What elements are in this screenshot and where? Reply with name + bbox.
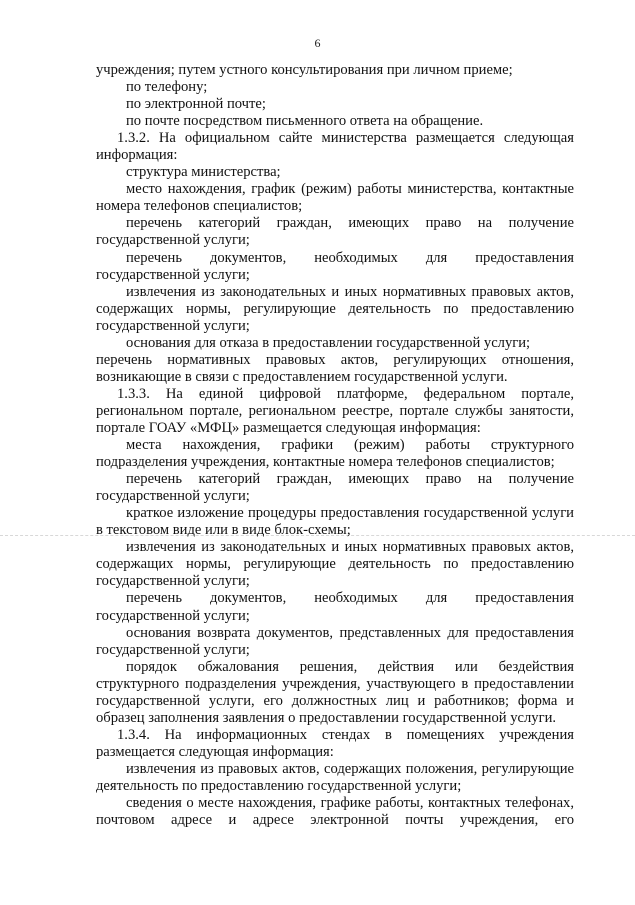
paragraph: перечень категорий граждан, имеющих право на получение государственной услуги; bbox=[96, 215, 574, 249]
paragraph: извлечения из законодательных и иных нормативных правовых актов, содержащих нормы, регулирующие деятельность по предоставлению государственной услуги; bbox=[96, 539, 574, 590]
paragraph: 1.3.4. На информационных стендах в помещениях учреждения размещается следующая информация: bbox=[96, 726, 574, 760]
paragraph: место нахождения, график (режим) работы министерства, контактные номера телефонов специалистов; bbox=[96, 181, 574, 215]
paragraph: перечень категорий граждан, имеющих право на получение государственной услуги; bbox=[96, 471, 574, 505]
paragraph: основания возврата документов, представленных для предоставления государственной услуги; bbox=[96, 624, 574, 658]
paragraph: перечень документов, необходимых для предоставления государственной услуги; bbox=[96, 590, 574, 624]
page-number: 6 bbox=[314, 36, 321, 50]
paragraph: краткое изложение процедуры предоставления государственной услуги в текстовом виде или в виде блок-схемы; bbox=[96, 505, 574, 539]
paragraph: 1.3.2. На официальном сайте министерства размещается следующая информация: bbox=[96, 130, 574, 164]
paragraph: основания для отказа в предоставлении государственной услуги; bbox=[126, 334, 531, 351]
paragraph: по электронной почте; bbox=[126, 96, 266, 113]
paragraph: по телефону; bbox=[126, 79, 208, 96]
paragraph: по почте посредством письменного ответа на обращение. bbox=[126, 113, 484, 130]
paragraph: перечень нормативных правовых актов, регулирующих отношения, возникающие в связи с предоставлением государственной услуги. bbox=[96, 351, 574, 385]
paragraph: структура министерства; bbox=[126, 164, 281, 181]
paragraph: места нахождения, графики (режим) работы структурного подразделения учреждения, контактные номера телефонов специалистов; bbox=[96, 437, 574, 471]
paragraph: извлечения из законодательных и иных нормативных правовых актов, содержащих нормы, регулирующие деятельность по предоставлению государственной услуги; bbox=[96, 283, 574, 334]
paragraph: 1.3.3. На единой цифровой платформе, федеральном портале, региональном портале, региональном реестре, портале службы занятости, портале ГОАУ «МФЦ» размещается следующая информация: bbox=[96, 385, 574, 436]
document-body bbox=[96, 62, 574, 829]
paragraph: извлечения из правовых актов, содержащих положения, регулирующие деятельность по предоставлению государственной услуги; bbox=[96, 760, 574, 794]
paragraph: перечень документов, необходимых для предоставления государственной услуги; bbox=[96, 249, 574, 283]
paragraph: сведения о месте нахождения, графике работы, контактных телефонах, почтовом адресе и адресе электронной почты учреждения, его bbox=[96, 795, 574, 829]
paragraph: учреждения; путем устного консультирования при личном приеме; bbox=[96, 62, 513, 78]
paragraph: порядок обжалования решения, действия или бездействия структурного подразделения учреждения, участвующего в предоставлении государственной услуги, его должностных лиц и работников; форма и образец заполнения заявления о предоставлении государственной услуги. bbox=[96, 658, 574, 726]
